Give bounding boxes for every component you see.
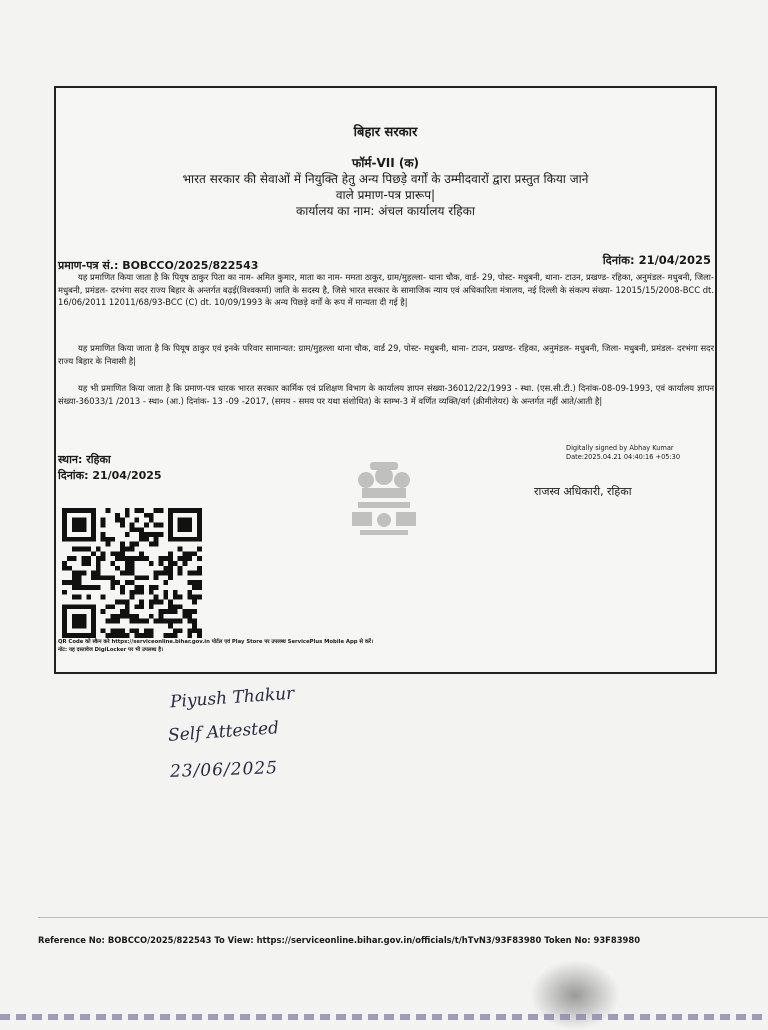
government-title: बिहार सरकार <box>353 125 418 140</box>
qr-code[interactable] <box>62 508 202 638</box>
handwritten-name: Piyush Thakur <box>169 683 295 713</box>
place: स्थान: रहिका <box>58 453 111 466</box>
digital-signature <box>566 444 680 462</box>
paragraph-residence: यह प्रमाणित किया जाता है कि पियूष ठाकुर एवं इनके परिवार सामान्यत: ग्राम/मुहल्ला थाना चौक, वार्ड 29, पोस्ट- मधुबनी, थाना- टाउन, प्रखण्ड- रहिका, अनुमंडल- मधुबनी, जिला- मधुबनी, प्रमंडल- दरभंगा सदर राज्य बिहार के निवासी है| <box>58 343 714 366</box>
paper-edge-pattern <box>0 1014 768 1020</box>
qr-note-line1: QR Code को स्कैन करे https://serviceonline.bihar.gov.in पोर्टल एवं Play Store पर उपलब्ध ServicePlus Mobile App से करें। <box>58 639 374 645</box>
digital-signature-date: Date:2025.04.21 04:40:16 +05:30 <box>566 453 681 461</box>
handwritten-date: 23/06/2025 <box>169 758 279 782</box>
divider-line <box>38 917 768 918</box>
paragraph-creamy-layer: यह भी प्रमाणित किया जाता है कि प्रमाण-पत्र धारक भारत सरकार कार्मिक एवं प्रशिक्षण विभाग के कार्यालय ज्ञापन संख्या-36012/22/1993 - स्था. (एस.सी.टी.) दिनांक-08-09-1993, एवं कार्यालय ज्ञापन संख्या-36033/1 /2013 - स्था० (आ.) दिनांक- 13 -09 -2017, (समय - समय पर यथा संशोधित) के स्तम्भ-3 में वर्णित व्यक्ति/वर्ग (क्रीमीलेयर) के अन्तर्गत नहीं आते/आती है| <box>58 383 714 406</box>
reference-line: Reference No: BOBCCO/2025/822543 To View: https://serviceonline.bihar.gov.in/officials/t/hTvN3/93F83980 Token No: 93F83980 <box>38 935 641 945</box>
place-date: दिनांक: 21/04/2025 <box>58 469 162 482</box>
paragraph-caste: यह प्रमाणित किया जाता है कि पियूष ठाकुर पिता का नाम- अमित कुमार, माता का नाम- ममता ठाकुर, ग्राम/मुहल्ला- थाना चौक, वार्ड- 29, पोस्ट- मधुबनी, थाना- टाउन, प्रखण्ड- रहिका, अनुमंडल- मधुबनी, जिला- मधुबनी, प्रमंडल- दरभंगा सदर राज्य बिहार के अन्तर्गत बढ़ई(विश्वकर्मा) जाति के सदस्य है, जिसे भारत सरकार के सामाजिक न्याय एवं अधिकारिता मंत्रालय, नई दिल्ली के संकल्प संख्या- 12015/15/2008-BCC dt. 16/06/2011 12011/68/93-BCC (C) dt. 10/09/1993 के अन्य पिछड़े वर्गों के रूप में मान्यता दी गई है| <box>58 272 714 308</box>
office-name: कार्यालय का नाम: अंचल कार्यालय रहिका <box>296 204 475 218</box>
handwritten-self-attested: Self Attested <box>167 718 280 746</box>
form-description-line2: वाले प्रमाण-पत्र प्रारूप| <box>335 188 436 202</box>
qr-note-line2: नोट: यह दस्तावेज DigiLocker पर भी उपलब्ध है। <box>58 647 164 653</box>
qr-note <box>58 638 373 654</box>
certificate-box <box>54 86 717 674</box>
certificate-date: दिनांक: 21/04/2025 <box>602 253 711 267</box>
digital-signature-name: Digitally signed by Abhay Kumar <box>566 444 674 452</box>
form-description-line1: भारत सरकार की सेवाओं में नियुक्ति हेतु अन्य पिछड़े वर्गों के उम्मीदवारों द्वारा प्रस्तुत किया जाने <box>182 172 589 186</box>
emblem-watermark-icon <box>348 458 420 538</box>
certificate-number: प्रमाण-पत्र सं.: BOBCCO/2025/822543 <box>58 259 259 272</box>
officer-designation: राजस्व अधिकारी, रहिका <box>534 485 632 498</box>
form-title: फॉर्म-VII (क) <box>351 156 420 170</box>
